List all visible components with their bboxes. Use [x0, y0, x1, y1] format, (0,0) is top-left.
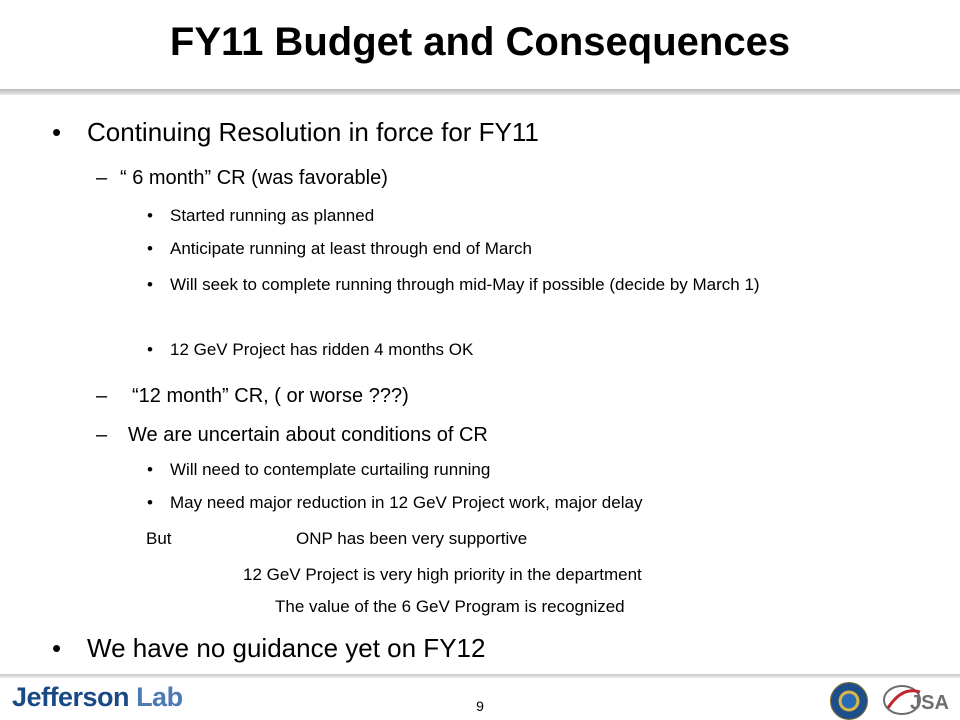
but-text: The value of the 6 GeV Program is recognized [275, 597, 625, 616]
but-label: But [146, 529, 172, 548]
subbullet-text: “12 month” CR, ( or worse ???) [132, 385, 409, 407]
subsub-dot: • [147, 239, 153, 258]
subsub-text: Anticipate running at least through end of March [170, 239, 532, 258]
bullet-text: Continuing Resolution in force for FY11 [87, 117, 539, 147]
subbullet-dash: – [96, 385, 108, 407]
bullet-dot: • [52, 117, 62, 147]
bullet-text: We have no guidance yet on FY12 [87, 633, 486, 663]
jsa-logo-mark [880, 682, 952, 718]
subsub-dot: • [147, 275, 153, 294]
subbullet-text: “ 6 month” CR (was favorable) [120, 167, 388, 189]
but-text: ONP has been very supportive [296, 529, 528, 548]
logo-lab-text: Lab [136, 682, 183, 712]
jefferson-lab-logo [12, 680, 183, 714]
title-divider [0, 89, 960, 95]
subbullet-dash: – [96, 424, 108, 446]
subsub-dot: • [147, 206, 153, 225]
footer-divider [0, 674, 960, 678]
subsub-dot: • [147, 460, 153, 479]
subsub-text: Started running as planned [170, 206, 375, 225]
doe-seal-icon [830, 682, 868, 720]
page-number: 9 [476, 698, 484, 714]
subsub-text: 12 GeV Project has ridden 4 months OK [170, 340, 474, 359]
subsub-text: Will seek to complete running through mid-May if possible (decide by March 1) [170, 275, 760, 294]
logo-jefferson-text: Jefferson [12, 682, 130, 712]
but-text: 12 GeV Project is very high priority in the department [243, 565, 642, 584]
jsa-text: JSA [910, 692, 949, 714]
subsub-text: May need major reduction in 12 GeV Project work, major delay [170, 493, 643, 512]
subsub-text: Will need to contemplate curtailing running [170, 460, 491, 479]
subbullet-text: We are uncertain about conditions of CR [128, 424, 488, 446]
subsub-dot: • [147, 340, 153, 359]
slide-title: FY11 Budget and Consequences [169, 20, 791, 64]
subbullet-dash: – [96, 167, 108, 189]
jsa-logo [880, 682, 952, 718]
subsub-dot: • [147, 493, 153, 512]
bullet-dot: • [52, 633, 62, 663]
